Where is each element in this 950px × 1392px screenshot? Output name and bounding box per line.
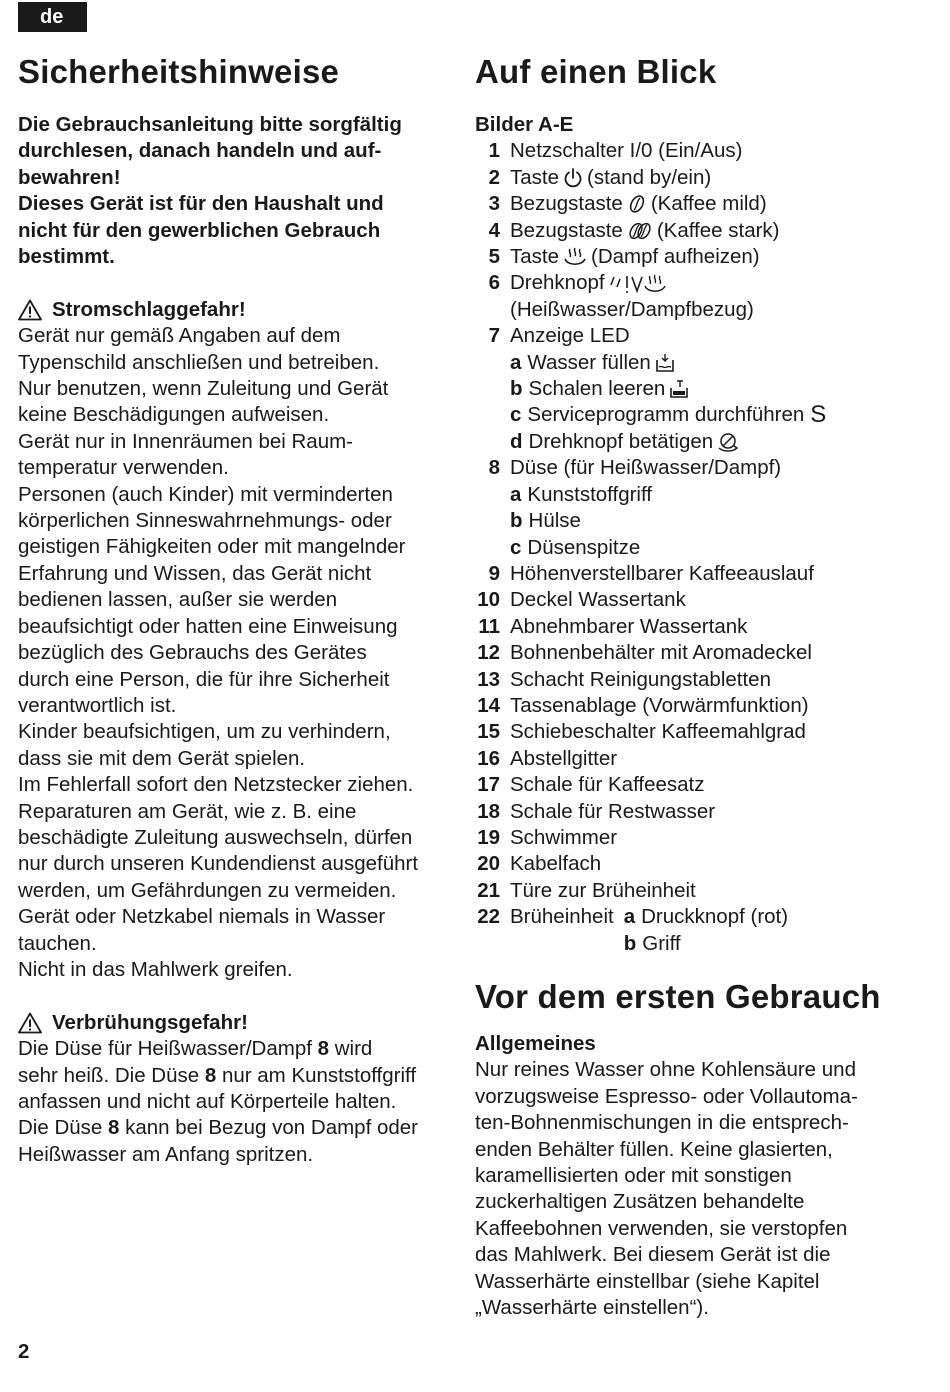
list-item: 2 Taste (stand by/ein) (488, 165, 712, 189)
brew-unit-sub-items: a Druckknopf (rot) b Griff (623, 905, 789, 955)
knob-turn-icon (716, 431, 740, 453)
bean-icon (626, 193, 648, 215)
list-item: 16 Abstellgitter (477, 746, 618, 770)
list-item: 14 Tassenablage (Vorwärmfunktion) (477, 693, 809, 717)
list-item: 8 Düse (für Heißwasser/Dampf) (488, 456, 782, 480)
list-item: 13 Schacht Reinigungstabletten (477, 667, 771, 691)
intro-line: Dieses Gerät ist für den Haushalt und (18, 192, 384, 216)
list-item: 7 Anzeige LED (488, 324, 630, 348)
sub-item: c Düsenspitze (510, 535, 641, 559)
list-item: 22 Brüheinheit a Druckknopf (rot) b Griff (475, 904, 935, 957)
language-tag: de (18, 2, 87, 32)
general-subheading: Allgemeines (475, 1032, 596, 1055)
list-item: 19 Schwimmer (477, 825, 618, 849)
list-item: 6 Drehknopf (475, 270, 935, 296)
sub-item: c Serviceprogramm durchführen S (510, 401, 827, 429)
list-item: 10 Deckel Wassertank (477, 588, 686, 612)
list-item: 11 Abnehmbarer Wassertank (478, 614, 748, 638)
safety-intro (18, 112, 454, 270)
list-item: 3 Bezugstaste (Kaffee mild) (488, 192, 767, 216)
list-item: 20 Kabelfach (477, 852, 602, 876)
electric-shock-warning-text: Gerät nur gemäß Angaben auf dem Typenschild anschließen und betreiben. Nur benutzen, wenn Zuleitung und Gerät keine Beschädigungen aufweisen. Gerät nur in Innenräumen bei Raum- temperatur verwenden. Personen (auch Kinder) mit verminderten körperlichen Sinneswahrnehmungs- oder geistigen Fähigkeiten oder mit mangelnder Erfahrung und Wissen, das Gerät nicht bedienen lassen, außer sie werden beaufsichtigt oder hatten eine Einweisung bezüglich des Gebrauchs des Gerätes durch eine Person, die für ihre Sicherheit verantwortlich ist. Kinder beaufsichtigen, um zu verhindern, dass sie mit dem Gerät spielen. Im Fehlerfall sofort den Netzstecker ziehen. Reparaturen am Gerät, wie z. B. eine beschädigte Zuleitung auswechseln, dürfen nur durch unseren Kundendienst ausgeführt werden, um Gefährdungen zu vermeiden. Gerät oder Netzkabel niemals in Wasser tauchen. Nicht in das Mahlwerk greifen. (18, 324, 419, 981)
list-item: 15 Schiebeschalter Kaffeemahlgrad (477, 720, 806, 744)
scald-warning-text: Die Düse für Heißwasser/Dampf 8 wird sehr heiß. Die Düse 8 nur am Kunststoffgriff anfassen und nicht auf Körperteile halten. Die Düse 8 kann bei Bezug von Dampf oder Heißwasser am Anfang spritzen. (18, 1037, 418, 1166)
page-number: 2 (18, 1340, 30, 1363)
overview-heading: Auf einen Blick (475, 53, 717, 90)
list-item-continuation: (Heißwasser/Dampfbezug) (510, 297, 754, 321)
sub-item: b Schalen leeren (475, 376, 935, 402)
safety-heading: Sicherheitshinweise (18, 53, 340, 90)
warning-triangle-icon (18, 299, 42, 321)
list-item: 9 Höhenverstellbarer Kaffeeauslauf (488, 561, 814, 585)
overview-section (475, 52, 935, 1321)
overview-subheading: Bilder A-E (475, 113, 574, 136)
electric-shock-warning-title: Stromschlaggefahr! (18, 297, 454, 323)
knob-symbols-icon (608, 273, 670, 295)
tray-empty-icon (668, 378, 690, 400)
scald-warning-title: Verbrühungsgefahr! (18, 1010, 454, 1036)
water-fill-icon (654, 352, 676, 374)
intro-line: bewahren! (18, 165, 121, 189)
sub-item: d Drehknopf betätigen (475, 429, 935, 455)
sub-item: a Kunststoffgriff (510, 482, 652, 506)
steam-icon (562, 246, 588, 268)
sub-item: a Wasser füllen (475, 350, 935, 376)
list-item: 4 Bezugstaste (Kaffee stark) (488, 218, 780, 242)
list-item: 18 Schale für Restwasser (477, 799, 716, 823)
power-icon (562, 167, 584, 189)
double-bean-icon (626, 220, 654, 242)
warning-triangle-icon (18, 1012, 42, 1034)
list-item: 1 Netzschalter I/0 (Ein/Aus) (488, 139, 743, 163)
list-item: 12 Bohnenbehälter mit Aromadeckel (477, 641, 812, 665)
intro-line: durchlesen, danach handeln und auf- (18, 139, 382, 163)
first-use-heading: Vor dem ersten Gebrauch (475, 978, 881, 1015)
general-paragraph: Nur reines Wasser ohne Kohlensäure und vorzugsweise Espresso- oder Vollautoma- ten-Bohnenmischungen in die entsprech- enden Behälter füllen. Keine glasierten, karamellisierten oder mit sonstigen zuckerhaltigen Zusätzen behandelte Kaffeebohnen verwenden, sie verstopfen das Mahlwerk. Bei diesem Gerät ist die Wasserhärte einstellbar (siehe Kapitel „Wasserhärte einstellen“). (475, 1058, 858, 1320)
safety-section (18, 52, 454, 1168)
list-item: 21 Türe zur Brüheinheit (477, 878, 696, 902)
sub-item: b Hülse (510, 509, 581, 533)
intro-line: Die Gebrauchsanleitung bitte sorgfältig (18, 113, 402, 136)
service-symbol: S (810, 401, 827, 429)
intro-line: bestimmt. (18, 245, 115, 269)
intro-line: nicht für den gewerblichen Gebrauch (18, 218, 381, 242)
list-item: 17 Schale für Kaffeesatz (477, 773, 705, 797)
list-item: 5 Taste (Dampf aufheizen) (488, 245, 760, 269)
